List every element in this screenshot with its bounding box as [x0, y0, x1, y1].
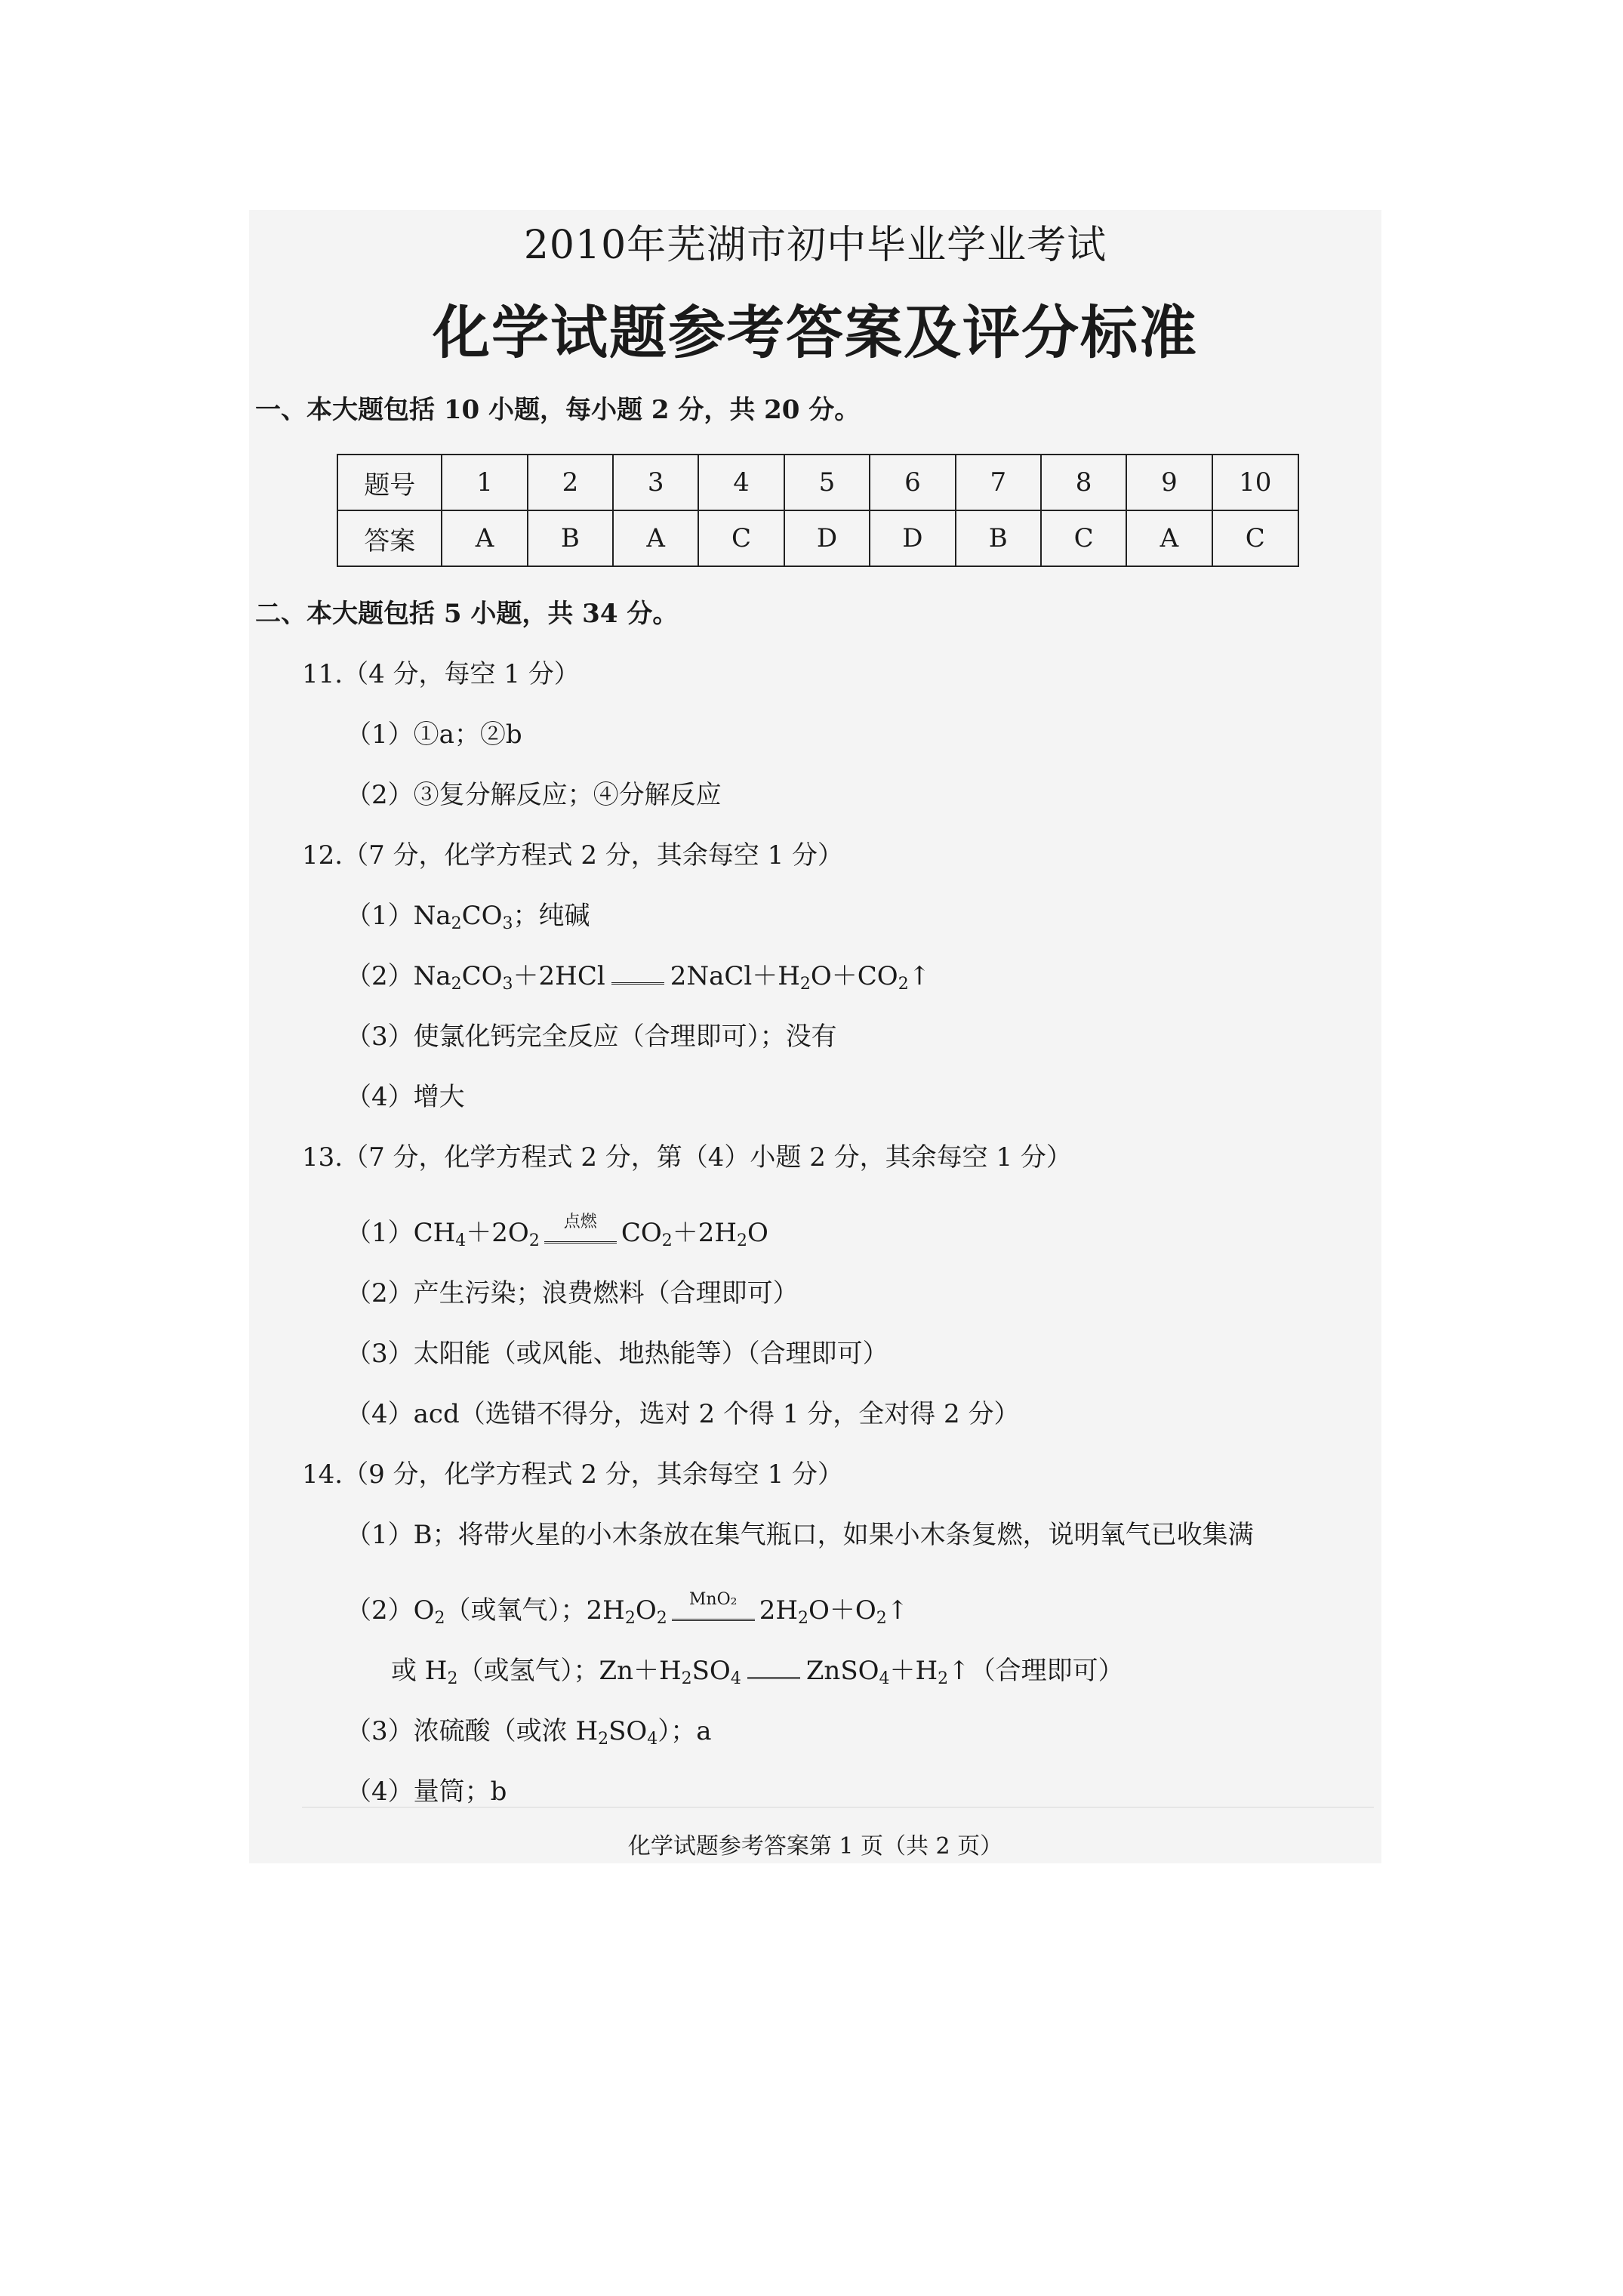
q12-answer-1: $(1)Na_2CO_3$；纯碱	[346, 901, 590, 933]
row-label-number: 题号	[337, 455, 442, 510]
q14-answer-3: （3）浓硫酸（或浓 $H_2SO_4$）；a	[346, 1716, 712, 1749]
q12-heading: 12.（7 分，化学方程式 2 分，其余每空 1 分）	[302, 840, 844, 871]
q12-answer-3: （3）使氯化钙完全反应（合理即可）；没有	[346, 1022, 837, 1052]
q13-answer-2: （2）产生污染；浪费燃料（合理即可）	[346, 1278, 799, 1308]
up-arrow-icon: ↑	[886, 1595, 909, 1626]
table-cell: D	[784, 510, 870, 566]
table-row-numbers	[337, 455, 1298, 510]
table-cell: B	[956, 510, 1041, 566]
table-cell: B	[528, 510, 613, 566]
page-footer: 化学试题参考答案第 1 页（共 2 页）	[627, 1833, 1003, 1860]
q13-heading: 13.（7 分，化学方程式 2 分，第（4）小题 2 分，其余每空 1 分）	[302, 1142, 1072, 1173]
table-cell: 5	[784, 455, 870, 510]
table-cell: A	[442, 510, 527, 566]
q11-heading: 11.（4 分，每空 1 分）	[302, 659, 580, 689]
row-label-answer: 答案	[337, 510, 442, 566]
table-cell: 1	[442, 455, 527, 510]
answer-table	[337, 454, 1299, 567]
table-cell: 6	[870, 455, 955, 510]
q11-answer-2: （2）③复分解反应；④分解反应	[346, 780, 722, 810]
table-cell: 8	[1041, 455, 1126, 510]
equals-sign	[611, 972, 664, 985]
q13-answer-4: （4）acd（选错不得分，选对 2 个得 1 分，全对得 2 分）	[346, 1399, 1020, 1429]
table-cell: D	[870, 510, 955, 566]
footer-divider	[302, 1807, 1374, 1808]
q12-answer-4: （4）增大	[346, 1082, 465, 1112]
reaction-condition-arrow: MnO₂	[672, 1604, 755, 1621]
reaction-condition-arrow: 点燃	[544, 1226, 617, 1244]
q14-answer-4: （4）量筒；b	[346, 1777, 507, 1807]
table-cell: 3	[613, 455, 698, 510]
q12-answer-2-equation: $(2)Na_2CO_3+2HCl$ $2NaCl+H_2O+CO_2↑$	[346, 961, 931, 994]
table-cell: C	[1212, 510, 1298, 566]
section2-heading: 二、本大题包括 5 小题，共 34 分。	[255, 599, 679, 629]
exam-title: 2010年芜湖市初中毕业学业考试	[523, 223, 1107, 268]
up-arrow-icon: ↑	[908, 961, 931, 991]
section1-heading: 一、本大题包括 10 小题，每小题 2 分，共 20 分。	[255, 395, 861, 425]
q13-answer-1-equation: $(1)CH_4+2O_2$ 点燃 $CO_2+2H_2O$	[346, 1212, 768, 1250]
q11-answer-1: （1）①a；②b	[346, 720, 522, 750]
equals-sign	[747, 1666, 800, 1679]
table-cell: A	[613, 510, 698, 566]
q13-answer-3: （3）太阳能（或风能、地热能等）（合理即可）	[346, 1339, 888, 1369]
table-cell: 7	[956, 455, 1041, 510]
table-cell: C	[698, 510, 784, 566]
table-cell: 10	[1212, 455, 1298, 510]
q14-answer-2-equation: $(2)O_2$（或氧气）；$2H_2O_2$ MnO₂ $2H_2O+O_2↑$	[346, 1589, 909, 1628]
table-cell: A	[1126, 510, 1212, 566]
table-cell: 4	[698, 455, 784, 510]
q14-answer-2-alternative: 或 $H_2$（或氢气）；$Zn+H_2SO_4$ $ZnSO_4+H_2↑$（合理即可）	[391, 1656, 1124, 1688]
table-cell: C	[1041, 510, 1126, 566]
table-cell: 2	[528, 455, 613, 510]
table-cell: 9	[1126, 455, 1212, 510]
q14-answer-1: （1）B；将带火星的小木条放在集气瓶口，如果小木条复燃，说明氧气已收集满	[346, 1520, 1254, 1550]
q14-heading: 14.（9 分，化学方程式 2 分，其余每空 1 分）	[302, 1459, 844, 1490]
table-row-answers	[337, 510, 1298, 566]
document-title: 化学试题参考答案及评分标准	[433, 299, 1198, 366]
